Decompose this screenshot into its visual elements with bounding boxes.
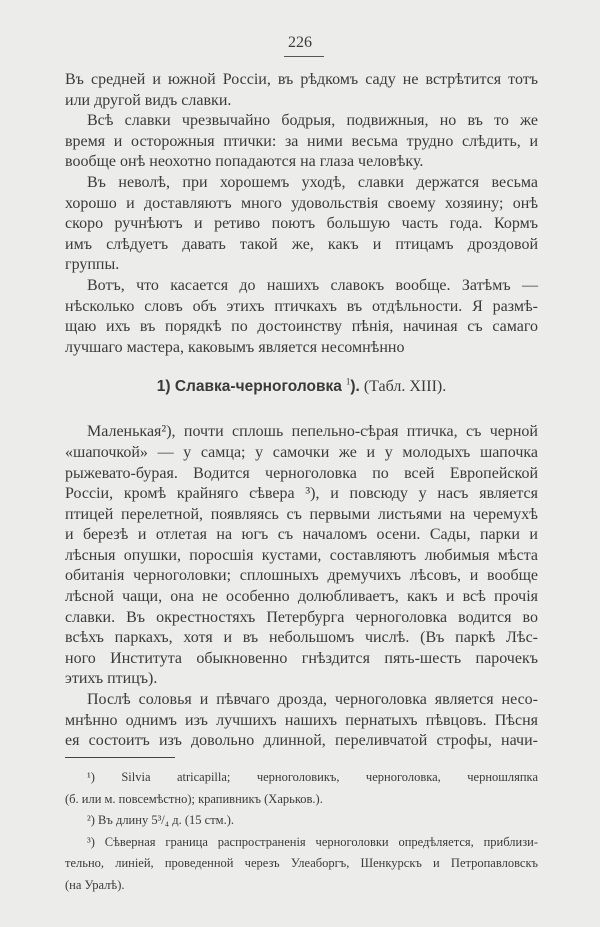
text-line: ного Института обыкновенно гнѣздится пять-шесть парочекъ — [65, 649, 538, 667]
page-number: 226 — [288, 34, 312, 51]
text-line: Россіи, кромѣ крайняго сѣвера ³), и повсюду у насъ является — [65, 485, 538, 503]
section-heading — [65, 358, 538, 422]
text-line: щаю ихъ въ порядкѣ по достоинству пѣнія, начиная съ самаго — [65, 318, 538, 336]
text-line: «шапочкой» — у самца; у самочки же и у молодыхъ шапочка — [65, 443, 538, 461]
footnote-rule — [65, 757, 175, 758]
text-line: мнѣнно однимъ изъ лучшихъ нашихъ пернатыхъ пѣвцовъ. Пѣсня — [65, 711, 538, 729]
page-number-rule — [284, 56, 324, 57]
text-line: Вотъ, что касается до нашихъ славокъ вообще. Затѣмъ — — [87, 276, 538, 294]
text-line: ¹) Silvia atricapilla; черноголовикъ, черноголовка, черношляпка — [87, 770, 538, 784]
text-line: Всѣ славки чрезвычайно бодрыя, подвижныя, но въ то же — [87, 112, 538, 130]
text-line: рыжевато-бурая. Водится черноголовка по всей Европейской — [65, 464, 538, 482]
paragraph — [65, 111, 538, 173]
text-line: славки. Въ окрестностяхъ Петербурга черноголовка водится во — [65, 608, 538, 626]
paragraph — [65, 690, 538, 752]
text-line: группы. — [65, 256, 120, 274]
text-line: этихъ птицъ). — [65, 670, 158, 688]
heading-close: ). — [350, 378, 360, 396]
text-line: нѣсколько словъ объ этихъ птичкахъ въ отдѣльности. Я размѣ- — [65, 297, 538, 315]
paragraph — [65, 422, 538, 690]
body-text — [65, 70, 538, 752]
footnote — [65, 767, 538, 810]
text-line: обитанія черноголовки; сплошныхъ дремучихъ лѣсовъ, и вообще — [65, 567, 538, 585]
paragraph — [65, 70, 538, 111]
text-line: имъ слѣдуетъ давать такой же, какъ и птицамъ дроздовой — [65, 235, 538, 253]
paragraphs-before — [65, 70, 538, 358]
text-line: вообще онѣ неохотно попадаются на глаза человѣку. — [65, 153, 424, 171]
table-reference: (Табл. XIII). — [363, 378, 447, 396]
text-line: Послѣ соловья и пѣвчаго дрозда, черноголовка является несо- — [87, 691, 538, 709]
paragraphs-after — [65, 422, 538, 752]
text-line: ³) Сѣверная граница распространенія черноголовки опредѣляется, приблизи- — [87, 834, 538, 849]
text-line: (на Уралѣ). — [65, 877, 125, 892]
text-line: Въ средней и южной Россіи, въ рѣдкомъ саду не встрѣтится тотъ — [65, 71, 538, 88]
text-line: лѣсной чащи, она не особенно долюбливаетъ, какъ и всѣ прочія — [65, 588, 538, 606]
text-line: скоро ручнѣютъ и ретиво поютъ большую часть года. Кормъ — [65, 215, 538, 233]
heading-title: 1) Славка-черноголовка — [156, 378, 342, 396]
paragraph — [65, 173, 538, 276]
text-line: ²) Въ длину 5³/₄ д. (15 стм.). — [87, 813, 234, 827]
text-line: хорошо и доставляютъ много удовольствія своему хозяину; онѣ — [65, 194, 538, 212]
footnotes — [65, 767, 538, 896]
footnote — [65, 832, 538, 897]
text-line: или другой видъ славки. — [65, 91, 232, 109]
text-line: Маленькая²), почти сплошь пепельно-сѣрая птичка, съ черной — [87, 423, 538, 441]
text-line: и березѣ и отлетая на югъ съ началомъ осени. Сады, парки и — [65, 526, 538, 544]
text-line: время и осторожныя птички: за ними весьма трудно слѣдить, и — [65, 132, 538, 150]
paragraph — [65, 276, 538, 358]
text-line: лѣсныя опушки, поросшія кустами, составляютъ любимыя мѣста — [65, 546, 538, 564]
footnote — [65, 810, 538, 832]
text-line: Въ неволѣ, при хорошемъ уходѣ, славки держатся весьма — [87, 173, 538, 191]
text-line: (б. или м. повсемѣстно); крапивникъ (Харьков.). — [65, 791, 323, 806]
text-line: птицей перелетной, появляясь съ первыми листьями на черемухѣ — [65, 505, 538, 523]
footnote-mark: 1 — [345, 376, 351, 387]
text-line: всѣхъ паркахъ, хотя и въ небольшомъ числѣ. (Въ паркѣ Лѣс- — [65, 629, 538, 647]
text-line: лучшаго мастера, каковымъ является несомнѣнно — [65, 338, 405, 356]
text-line: тельно, линіей, проведенной черезъ Улеаборгъ, Шенкурскъ и Петропавловскъ — [65, 856, 538, 870]
text-line: ея состоитъ изъ довольно длинной, переливчатой строфы, начи- — [65, 732, 538, 750]
